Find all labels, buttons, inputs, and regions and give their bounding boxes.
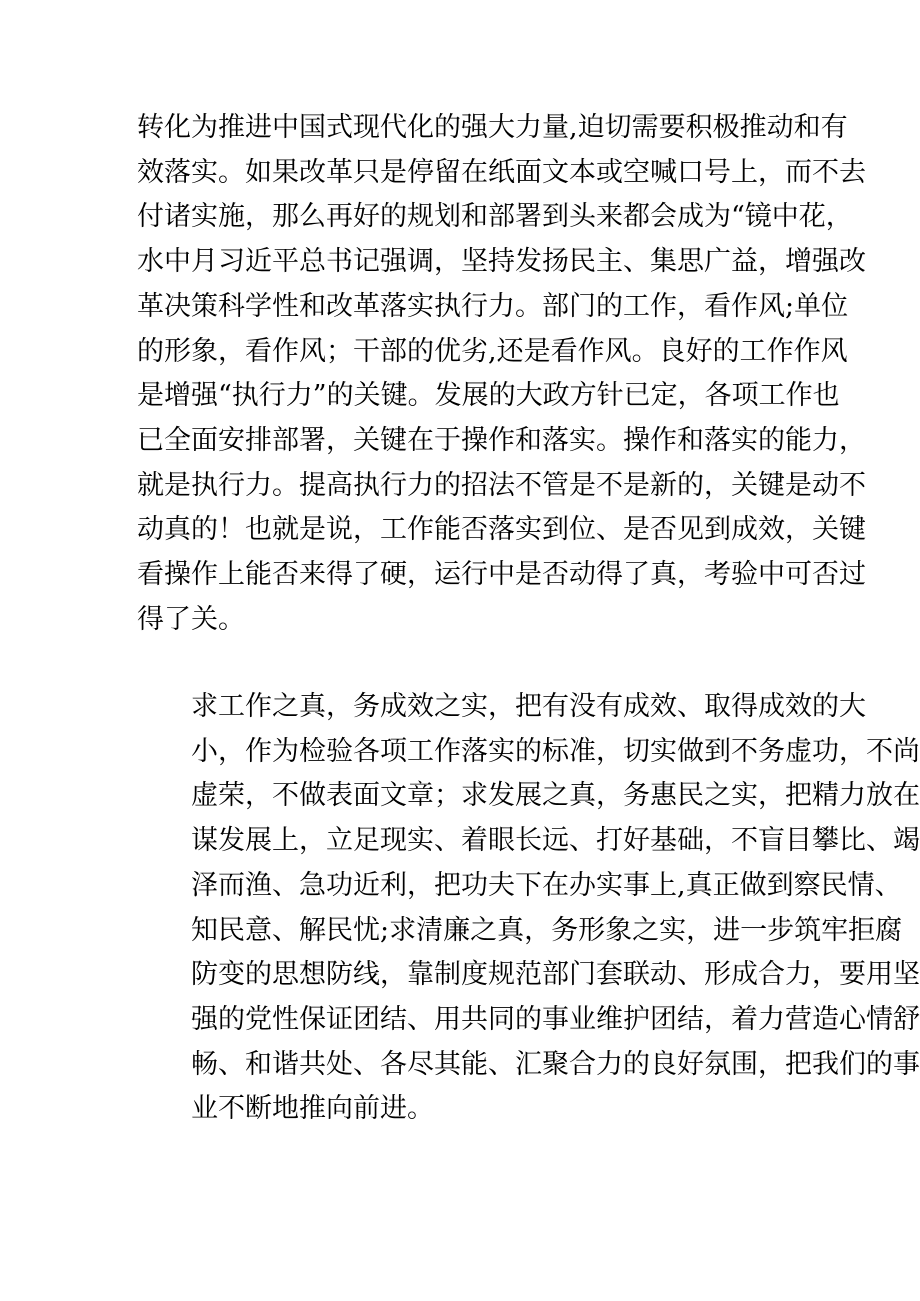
text-line: 得了关。 bbox=[137, 603, 245, 635]
text-line: 看操作上能否来得了硬，运行中是否动得了真，考验中可否过 bbox=[137, 559, 866, 591]
text-line: 就是执行力。提高执行力的招法不管是不是新的，关键是动不 bbox=[137, 469, 866, 501]
text-line: 效落实。如果改革只是停留在纸面文本或空喊口号上，而不去 bbox=[137, 156, 866, 188]
text-line: 虚荣，不做表面文章；求发展之真，务惠民之实，把精力放在 bbox=[191, 780, 920, 812]
text-line: 是增强“执行力”的关键。发展的大政方针已定，各项工作也 bbox=[137, 380, 840, 412]
text-line: 转化为推进中国式现代化的强大力量,迫切需要积极推动和有 bbox=[137, 112, 848, 143]
text-line: 知民意、解民忧;求清廉之真，务形象之实，进一步筑牢拒腐 bbox=[191, 914, 903, 946]
text-line: 强的党性保证团结、用共同的事业维护团结，着力营造心情舒 bbox=[191, 1003, 920, 1035]
text-line: 小，作为检验各项工作落实的标准，切实做到不务虚功，不尚 bbox=[191, 735, 920, 767]
text-line: 水中月习近平总书记强调，坚持发扬民主、集思广益，增强改 bbox=[137, 246, 866, 278]
text-line: 防变的思想防线，靠制度规范部门套联动、形成合力，要用坚 bbox=[191, 959, 920, 991]
text-line: 泽而渔、急功近利，把功夫下在办实事上,真正做到察民情、 bbox=[191, 869, 902, 901]
text-line: 付诸实施，那么再好的规划和部署到头来都会成为“镜中花， bbox=[137, 201, 853, 233]
text-line: 畅、和谐共处、各尽其能、汇聚合力的良好氛围，把我们的事 bbox=[191, 1048, 920, 1080]
text-line: 的形象，看作风；干部的优劣,还是看作风。良好的工作作风 bbox=[137, 335, 848, 367]
text-line: 动真的！也就是说，工作能否落实到位、是否见到成效，关键 bbox=[137, 514, 866, 546]
paragraph-1 bbox=[137, 106, 866, 642]
text-line: 革决策科学性和改革落实执行力。部门的工作，看作风;单位 bbox=[137, 290, 849, 322]
text-line: 求工作之真，务成效之实，把有没有成效、取得成效的大 bbox=[191, 691, 866, 722]
paragraph-2 bbox=[137, 685, 920, 1132]
text-line: 谋发展上，立足现实、着眼长远、打好基础，不盲目攀比、竭 bbox=[191, 825, 920, 857]
text-line: 业不断地推向前进。 bbox=[191, 1093, 434, 1125]
text-line: 已全面安排部署，关键在于操作和落实。操作和落实的能力， bbox=[137, 424, 866, 456]
